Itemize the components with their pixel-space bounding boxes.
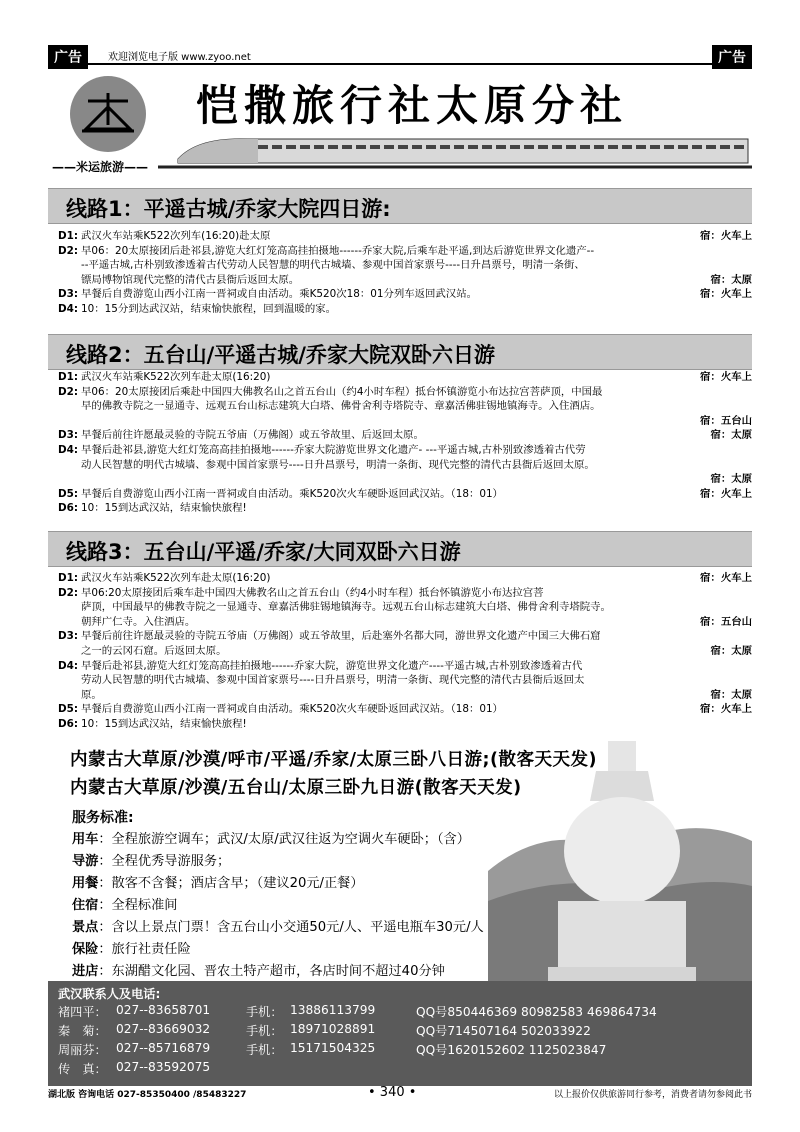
- contact-row: 传 真： 027--83592075: [58, 1060, 211, 1076]
- contact-row: 秦 菊： 027--83669032 手机： 18971028891 QQ号714507164 502033922: [58, 1022, 591, 1038]
- itinerary-row: 之一的云冈石窟。后返回太原。 宿：太原: [81, 644, 752, 657]
- contact-box: [48, 981, 752, 1086]
- site-url: 欢迎浏览电子版 www.zyoo.net: [108, 52, 251, 63]
- page-number: • 340 •: [368, 1085, 417, 1100]
- itinerary-row: D1: 武汉火车站乘K522次列车赴太原(16:20) 宿：火车上: [57, 371, 752, 383]
- contact-header: 武汉联系人及电话:: [58, 987, 161, 1001]
- header-rule: [48, 63, 752, 65]
- footer-right: 以上报价仅供旅游同行参考，消费者请勿参阅此书: [553, 1090, 752, 1100]
- itinerary-row: D4: 早餐后赴祁县,游览大红灯笼高高挂拍摄地------乔家大院游览世界文化遗产- ---平遥古城,古朴别致渗透着古代劳: [57, 443, 586, 456]
- itinerary-row: D1: 武汉火车站乘K522次列车(16:20)赴太原 宿：火车上: [57, 230, 752, 242]
- itinerary-row: 劳动人民智慧的明代古城墙、参观中国首家票号----日升昌票号，明清一条街、现代完整的清代古县衙后返回太: [81, 674, 585, 687]
- service-item: 用餐：散客不含餐；酒店含早；（建议20元/正餐）: [72, 876, 364, 891]
- route2-title: 线路2：五台山/平遥古城/乔家大院双卧六日游: [66, 343, 495, 367]
- footer-left: 湖北版 咨询电话 027-85350400 /85483227: [48, 1090, 247, 1100]
- itinerary-row: --平遥古城,古朴别致渗透着古代劳动人民智慧的明代古城墙、参观中国首家票号----日升昌票号，明清一条街、: [81, 259, 585, 272]
- company-logo-icon: [70, 76, 146, 152]
- service-item: 用车：全程旅游空调车；武汉/太原/武汉往返为空调火车硬卧；（含）: [72, 832, 470, 847]
- service-title: 服务标准:: [72, 810, 134, 826]
- promo-line-1: 内蒙古大草原/沙漠/呼市/平遥/乔家/太原三卧八日游;(散客天天发): [70, 750, 597, 770]
- service-item: 景点：含以上景点门票！含五台山小交通50元/人、平遥电瓶车30元/人: [72, 920, 484, 935]
- itinerary-row: 宿：太原: [710, 473, 752, 486]
- itinerary-row: D4: 早餐后赴祁县,游览大红灯笼高高挂拍摄地------乔家大院，游览世界文化遗产----平遥古城,古朴别致渗透着古代: [57, 659, 583, 672]
- itinerary-row: D5: 早餐后自费游览山西小江南一晋祠或自由活动。乘K520次火车硬卧返回武汉站。（18：01） 宿：火车上: [57, 703, 752, 716]
- itinerary-row: 朝拜广仁寺。入住酒店。 宿：五台山: [81, 615, 752, 628]
- ad-tag-left: 广告: [48, 45, 88, 69]
- route3-title: 线路3：五台山/平遥/乔家/大同双卧六日游: [66, 540, 461, 564]
- itinerary-row: D4: 10：15分到达武汉站，结束愉快旅程，回到温暖的家。: [57, 302, 337, 315]
- itinerary-row: D6: 10：15到达武汉站，结束愉快旅程!: [57, 502, 247, 515]
- brand-title: 恺撒旅行社太原分社: [196, 81, 629, 130]
- logo-subtitle: ——米运旅游——: [52, 160, 149, 174]
- itinerary-row: D2: 早06:20太原接团后乘车赴中国四大佛教名山之首五台山（约4小时车程）抵台怀镇游览小布达拉宫菩: [57, 586, 544, 599]
- service-item: 住宿：全程标准间: [72, 898, 178, 913]
- service-list: [72, 829, 484, 983]
- itinerary-row: D6: 10：15到达武汉站，结束愉快旅程!: [57, 717, 247, 730]
- itinerary-row: 动人民智慧的明代古城墙、参观中国首家票号----日升昌票号，明清一条街、现代完整的清代古县衙后返回太原。: [81, 458, 595, 471]
- itinerary-row: D5: 早餐后自费游览山西小江南一晋祠或自由活动。乘K520次火车硬卧返回武汉站。（18：01） 宿：火车上: [57, 487, 752, 500]
- itinerary-row: D1: 武汉火车站乘K522次列车赴太原(16:20) 宿：火车上: [57, 572, 752, 584]
- route1-itinerary: [48, 229, 752, 317]
- itinerary-row: 宿：五台山: [700, 414, 752, 427]
- service-item: 导游：全程优秀导游服务；: [72, 854, 231, 869]
- route1-header: [48, 188, 752, 224]
- itinerary-row: D3: 早餐后前往许愿最灵验的寺院五爷庙（万佛阁）或五爷故里、后返回太原。 宿：太原: [57, 429, 752, 442]
- ad-tag-right: 广告: [712, 45, 752, 69]
- contact-row: 褚四平： 027--83658701 手机： 13886113799 QQ号850446369 80982583 469864734: [58, 1003, 657, 1019]
- route3-header: [48, 531, 752, 567]
- itinerary-row: D2: 早06：20太原接团后乘赴中国四大佛教名山之首五台山（约4小时车程）抵台怀镇游览小布达拉宫菩萨顶，中国最: [57, 385, 603, 398]
- itinerary-row: D2: 早06：20太原接团后赴祁县,游览大红灯笼高高挂拍摄地------乔家大院,后乘车赴平遥,到达后游览世界文化遗产--: [57, 244, 595, 257]
- service-item: 进店：东湖醋文化园、晋农土特产超市，各店时间不超过40分钟: [72, 964, 445, 979]
- route2-itinerary: [48, 370, 752, 516]
- service-item: 保险：旅行社责任险: [72, 942, 191, 957]
- train-image: [158, 129, 752, 171]
- itinerary-row: 镖局博物馆现代完整的清代古县衙后返回太原。 宿：太原: [81, 273, 752, 286]
- route1-title: 线路1：平遥古城/乔家大院四日游:: [66, 197, 391, 221]
- itinerary-row: 萨顶，中国最早的佛教寺院之一显通寺、章嘉活佛驻锡地镇海寺。远观五台山标志建筑大白塔、佛骨舍利寺塔院寺。: [81, 601, 611, 614]
- promo-line-2: 内蒙古大草原/沙漠/五台山/太原三卧九日游(散客天天发): [70, 778, 522, 798]
- ad-page: [48, 41, 752, 1100]
- itinerary-row: 原。 宿：太原: [81, 688, 752, 701]
- itinerary-row: D3: 早餐后自费游览山西小江南一晋祠或自由活动。乘K520次18：01分列车返回武汉站。 宿：火车上: [57, 288, 752, 301]
- itinerary-row: D3: 早餐后前往许愿最灵验的寺院五爷庙（万佛阁）或五爷故里，后赴塞外名都大同，游世界文化遗产中国三大佛石窟: [57, 630, 601, 643]
- itinerary-row: 早的佛教寺院之一显通寺、远观五台山标志建筑大白塔、佛骨舍利寺塔院寺、章嘉活佛驻锡地镇海寺。入住酒店。: [81, 400, 601, 413]
- contact-row: 周丽芬： 027--85716879 手机： 15171504325 QQ号1620152602 1125023847: [58, 1041, 607, 1057]
- route2-header: [48, 334, 752, 370]
